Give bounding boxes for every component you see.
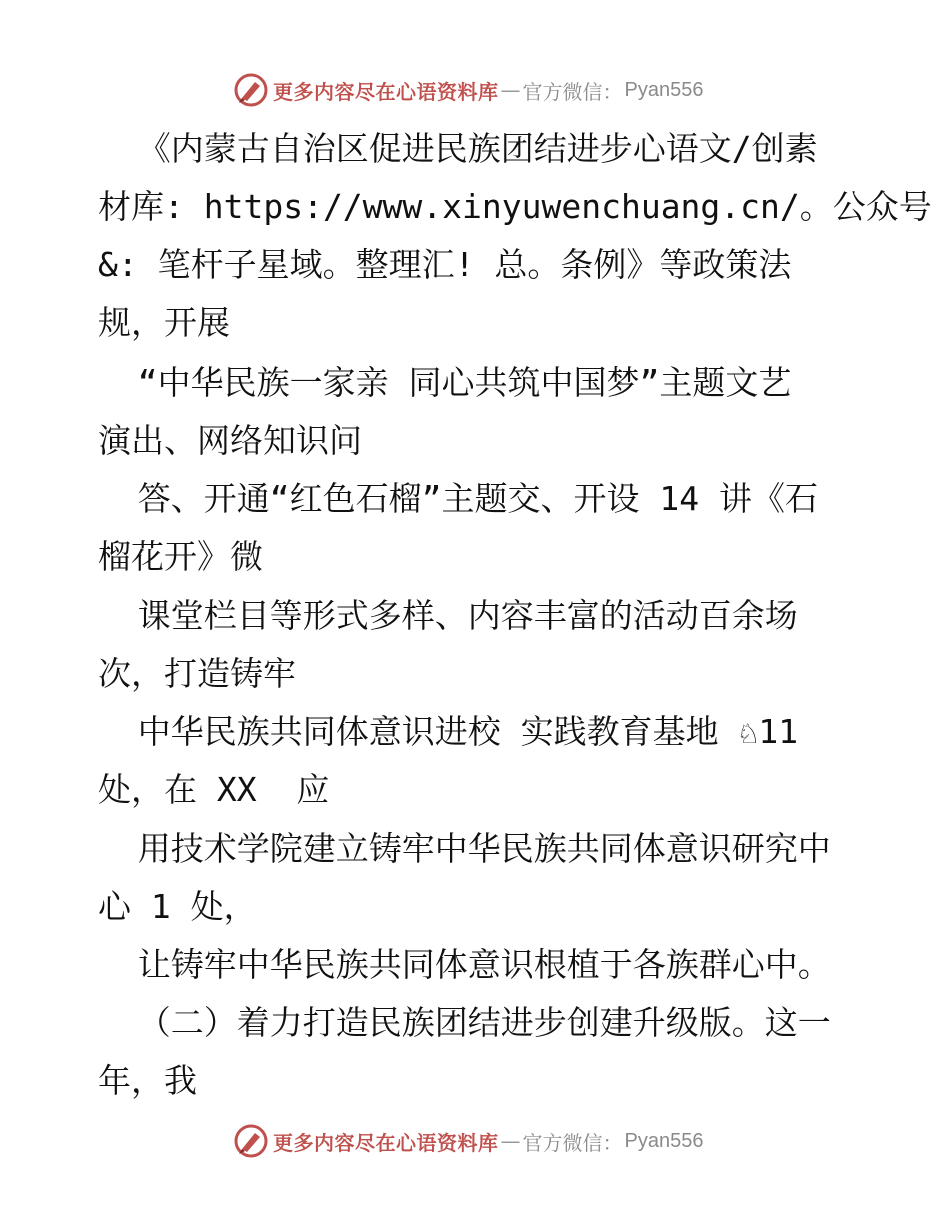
banner-official-label: 官方微信：	[522, 79, 623, 104]
body-line-13: 用技术学院建立铸牢中华民族共同体意识研究中	[98, 829, 831, 868]
body-line-15: 让铸牢中华民族共同体意识根植于各族群心中。	[98, 945, 831, 984]
body-line-2: 材库: https://www.xinyuwenchuang.cn/。公众号	[98, 187, 932, 226]
body-line-1: 《内蒙古自治区促进民族团结进步心语文/创素	[98, 129, 818, 168]
body-line-17: 年，我	[98, 1061, 197, 1100]
banner-dash: —	[500, 1129, 521, 1153]
body-line-11: 中华民族共同体意识进校 实践教育基地 ♘11	[98, 712, 799, 751]
body-line-5: “中华民族一家亲 同心共筑中国梦”主题文艺	[98, 363, 792, 402]
body-line-8: 榴花开》微	[98, 537, 263, 576]
body-line-10: 次，打造铸牢	[98, 654, 296, 693]
body-line-12: 处，在 XX 应	[98, 770, 330, 809]
body-line-9: 课堂栏目等形式多样、内容丰富的活动百余场	[98, 596, 798, 635]
banner-wechat-id: Pyan556	[624, 78, 704, 101]
body-line-3: &: 笔杆子星域。整理汇! 总。条例》等政策法	[98, 245, 792, 284]
banner-dash: —	[500, 78, 521, 102]
body-line-6: 演出、网络知识问	[98, 421, 362, 460]
body-line-16: （二）着力打造民族团结进步创建升级版。这一	[98, 1003, 831, 1042]
banner-official-label: 官方微信：	[522, 1130, 623, 1155]
header-watermark-banner	[233, 71, 703, 109]
banner-text: 更多内容尽在心语资料库	[273, 1130, 499, 1155]
pen-logo-icon	[233, 72, 269, 108]
body-line-7: 答、开通“红色石榴”主题交、开设 14 讲《石	[98, 479, 818, 518]
banner-wechat-id: Pyan556	[624, 1129, 704, 1152]
banner-text: 更多内容尽在心语资料库	[273, 79, 499, 104]
body-line-14: 心 1 处，	[98, 887, 257, 926]
footer-watermark-banner	[233, 1122, 703, 1160]
body-line-4: 规，开展	[98, 303, 230, 342]
pen-logo-icon	[233, 1123, 269, 1159]
